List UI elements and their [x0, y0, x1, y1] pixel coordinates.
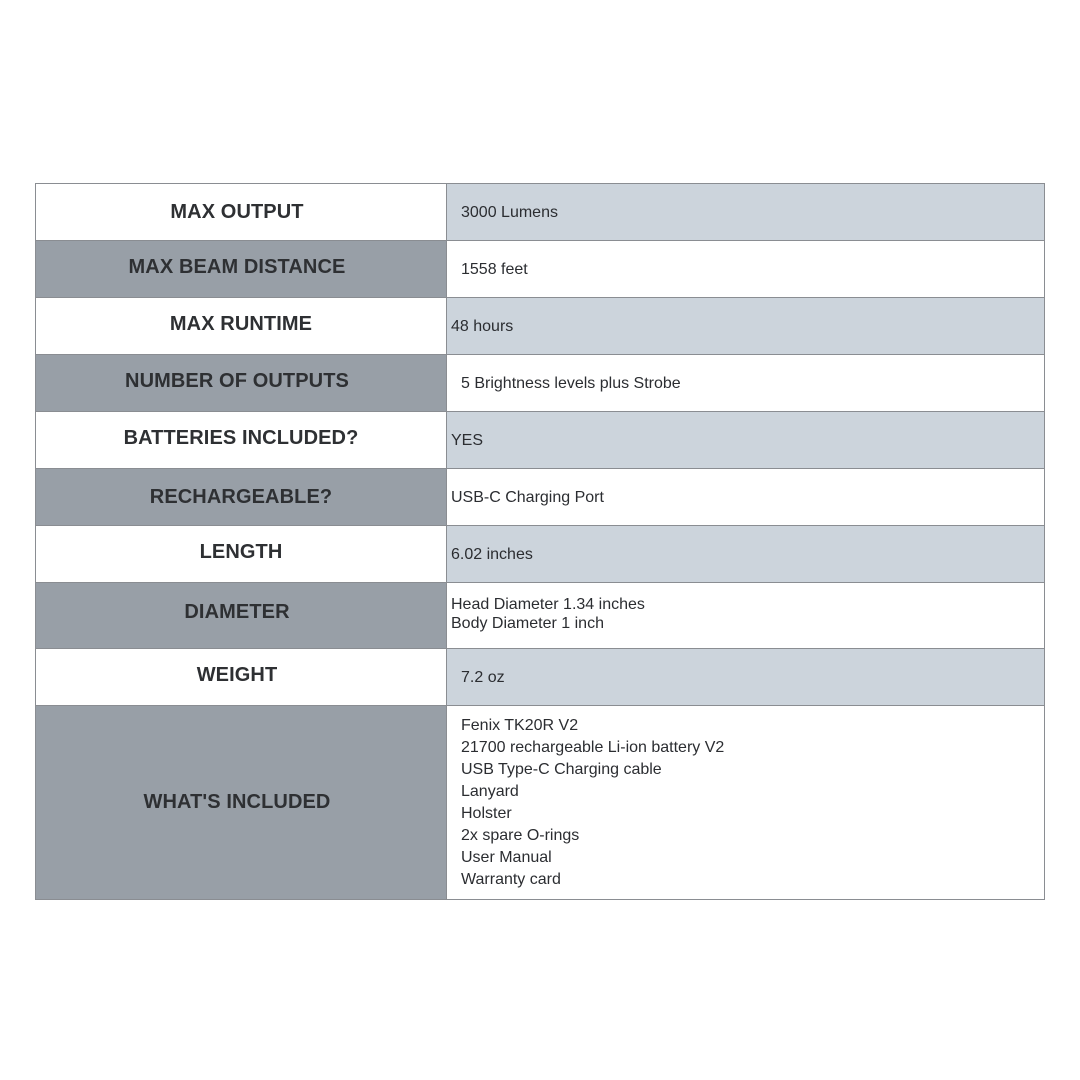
list-item: Holster [461, 804, 512, 822]
list-item: Warranty card [461, 870, 561, 888]
spec-row-max-runtime [36, 298, 1044, 355]
list-item: 21700 rechargeable Li-ion battery V2 [461, 738, 725, 756]
spec-label: MAX OUTPUT [36, 184, 447, 240]
spec-row-length [36, 526, 1044, 583]
list-item: Fenix TK20R V2 [461, 716, 579, 734]
spec-value: 5 Brightness levels plus Strobe [447, 355, 1044, 411]
spec-row-max-output [36, 184, 1044, 241]
spec-label: MAX BEAM DISTANCE [36, 241, 447, 297]
spec-row-max-beam-distance [36, 241, 1044, 298]
spec-value: 7.2 oz [447, 649, 1044, 705]
spec-value-list [447, 706, 1044, 899]
spec-row-batteries-included [36, 412, 1044, 469]
list-item: 2x spare O-rings [461, 826, 580, 844]
spec-value: 6.02 inches [447, 526, 1044, 582]
spec-value: YES [447, 412, 1044, 468]
spec-row-whats-included [36, 706, 1044, 899]
spec-row-diameter [36, 583, 1044, 649]
spec-value: USB-C Charging Port [447, 469, 1044, 525]
spec-label: DIAMETER [36, 583, 447, 648]
spec-value: 3000 Lumens [447, 184, 1044, 240]
list-item: Lanyard [461, 782, 519, 800]
list-item: USB Type-C Charging cable [461, 760, 662, 778]
spec-table [35, 183, 1045, 900]
spec-label: WEIGHT [36, 649, 447, 705]
spec-row-number-of-outputs [36, 355, 1044, 412]
spec-value: 1558 feet [447, 241, 1044, 297]
spec-label: LENGTH [36, 526, 447, 582]
spec-label: RECHARGEABLE? [36, 469, 447, 525]
list-item: User Manual [461, 848, 552, 866]
spec-row-weight [36, 649, 1044, 706]
spec-row-rechargeable [36, 469, 1044, 526]
spec-label: WHAT'S INCLUDED [36, 706, 447, 899]
spec-label: NUMBER OF OUTPUTS [36, 355, 447, 411]
spec-value: Head Diameter 1.34 inches Body Diameter 1 inch [447, 583, 1044, 648]
spec-label: MAX RUNTIME [36, 298, 447, 354]
spec-label: BATTERIES INCLUDED? [36, 412, 447, 468]
spec-value: 48 hours [447, 298, 1044, 354]
